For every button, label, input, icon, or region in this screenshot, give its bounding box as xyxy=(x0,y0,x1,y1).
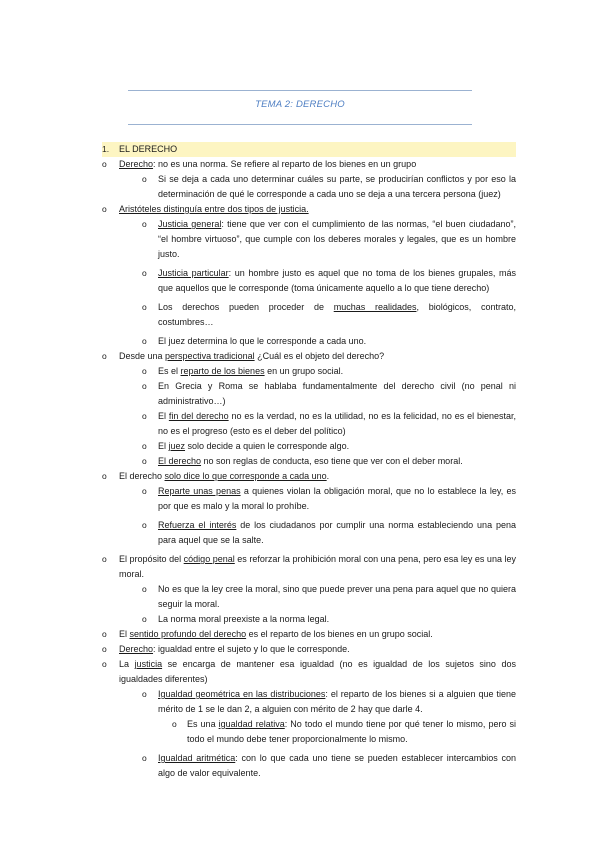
bullet: o xyxy=(142,753,147,763)
item-text: Los derechos pueden proceder de xyxy=(158,302,334,312)
heading-text: EL DERECHO xyxy=(119,144,178,154)
item-text: : tiene que ver con el cumplimiento de las normas, “el buen ciudadano”, “el hombre virtuoso”, que cumple con los deberes morales y legales, que es un hombre justo. xyxy=(158,219,516,259)
document-body xyxy=(102,142,516,781)
underlined-term: Igualdad geométrica en las distribuciones xyxy=(158,689,326,699)
bullet: o xyxy=(142,219,147,229)
list-item xyxy=(102,364,516,379)
item-text: El xyxy=(119,629,130,639)
list-item xyxy=(102,518,516,548)
bullet: o xyxy=(142,268,147,278)
list-item xyxy=(102,266,516,296)
underlined-term: Justicia general xyxy=(158,219,222,229)
item-text: , biológicos, contrato, costumbres… xyxy=(158,302,516,327)
title-bottom-rule xyxy=(128,124,472,125)
item-text: solo decide a quien le corresponde algo. xyxy=(185,441,350,451)
list-item xyxy=(102,454,516,469)
underlined-term: igualdad relativa xyxy=(218,719,285,729)
section-heading xyxy=(102,142,516,157)
list-item xyxy=(102,202,516,217)
item-text: no son reglas de conducta, eso tiene que ver con el deber moral. xyxy=(201,456,463,466)
heading-number: 1. xyxy=(102,144,110,154)
bullet: o xyxy=(142,174,147,184)
item-text: El xyxy=(158,411,169,421)
item-text: Es el xyxy=(158,366,181,376)
bullet: o xyxy=(142,520,147,530)
underlined-term: solo dice lo que corresponde a cada uno xyxy=(164,471,327,481)
list-item xyxy=(102,157,516,172)
underlined-term: justicia xyxy=(134,659,163,669)
list-item xyxy=(102,349,516,364)
item-text: : un hombre justo es aquel que no toma de los bienes grupales, más que aquellos que le corresponde (toma únicamente aquello a lo que tiene derecho) xyxy=(158,268,516,293)
item-text: La norma moral preexiste a la norma legal. xyxy=(158,614,330,624)
item-text: a quienes violan la obligación moral, que no lo establece la ley, es por que es malo y la moral lo prohíbe. xyxy=(158,486,517,511)
list-item xyxy=(102,751,516,781)
item-text: es el reparto de los bienes en un grupo social. xyxy=(246,629,433,639)
list-item xyxy=(102,172,516,202)
bullet: o xyxy=(102,204,107,214)
item-text: en un grupo social. xyxy=(264,366,344,376)
bullet: o xyxy=(142,689,147,699)
list-item xyxy=(102,627,516,642)
item-text: : no es una norma. Se refiere al reparto de los bienes en un grupo xyxy=(153,159,417,169)
underlined-term: Aristóteles distinguía entre dos tipos de justicia. xyxy=(119,204,309,214)
bullet: o xyxy=(102,351,107,361)
item-text: En Grecia y Roma se hablaba fundamentalmente del derecho civil (no penal ni administrativo…) xyxy=(158,381,516,406)
list-item xyxy=(102,657,516,687)
bullet: o xyxy=(142,441,147,451)
list-item xyxy=(102,379,516,409)
underlined-term: juez xyxy=(168,441,186,451)
list-item xyxy=(102,217,516,262)
bullet: o xyxy=(172,719,177,729)
underlined-term: reparto de los bienes xyxy=(180,366,265,376)
item-text: de los ciudadanos por cumplir una norma estableciendo una pena para aquel que se la salte. xyxy=(158,520,516,545)
underlined-term: Justicia particular xyxy=(158,268,229,278)
list-item xyxy=(102,612,516,627)
bullet: o xyxy=(142,614,147,624)
list-item xyxy=(102,469,516,484)
list-item xyxy=(102,484,516,514)
underlined-term: Derecho xyxy=(119,644,154,654)
item-text: ¿Cuál es el objeto del derecho? xyxy=(254,351,385,361)
bullet: o xyxy=(102,471,107,481)
item-text: se encarga de mantener esa igualdad (no es igualdad de los sujetos sino dos igualdades diferentes) xyxy=(119,659,516,684)
list-item xyxy=(102,687,516,717)
list-item xyxy=(102,717,516,747)
underlined-term: código penal xyxy=(183,554,235,564)
list-item xyxy=(102,334,516,349)
item-text: El xyxy=(158,441,169,451)
list-item xyxy=(102,552,516,582)
item-text: : el reparto de los bienes si a alguien que tiene mérito de 1 se le dan 2, a alguien con mérito de 2 hay que darle 4. xyxy=(158,689,516,714)
bullet: o xyxy=(142,366,147,376)
item-text: El derecho xyxy=(119,471,165,481)
item-text: Desde una xyxy=(119,351,166,361)
item-text: Es una xyxy=(187,719,219,729)
bullet: o xyxy=(142,302,147,312)
underlined-term: Reparte unas penas xyxy=(158,486,241,496)
underlined-term: Refuerza el interés xyxy=(158,520,237,530)
bullet: o xyxy=(142,381,147,391)
bullet: o xyxy=(102,644,107,654)
list-item xyxy=(102,582,516,612)
item-text: es reforzar la prohibición moral con una pena, pero esa ley es una ley moral. xyxy=(119,554,516,579)
title-top-rule xyxy=(128,90,472,91)
underlined-term: fin del derecho xyxy=(168,411,229,421)
list-item xyxy=(102,409,516,439)
underlined-term: El derecho xyxy=(158,456,202,466)
item-text: La xyxy=(119,659,135,669)
bullet: o xyxy=(102,554,107,564)
item-text: no es la verdad, no es la utilidad, no es la felicidad, no es el bienestar, no es el progreso (esto es el deber del político) xyxy=(158,411,516,436)
bullet: o xyxy=(102,659,107,669)
bullet: o xyxy=(142,336,147,346)
underlined-term: Derecho xyxy=(119,159,154,169)
list-item xyxy=(102,642,516,657)
item-text: El propósito del xyxy=(119,554,184,564)
bullet: o xyxy=(142,486,147,496)
document-title: TEMA 2: DERECHO xyxy=(255,99,345,110)
item-text: : igualdad entre el sujeto y lo que le corresponde. xyxy=(153,644,350,654)
list-item xyxy=(102,300,516,330)
bullet: o xyxy=(142,584,147,594)
underlined-term: Igualdad aritmética xyxy=(158,753,236,763)
item-text: : con lo que cada uno tiene se pueden establecer intercambios con algo de valor equivalente. xyxy=(158,753,516,778)
bullet: o xyxy=(142,411,147,421)
item-text: . xyxy=(326,471,330,481)
bullet: o xyxy=(102,629,107,639)
underlined-term: muchas realidades xyxy=(333,302,417,312)
underlined-term: sentido profundo del derecho xyxy=(129,629,247,639)
item-text: Si se deja a cada uno determinar cuáles su parte, se producirían conflictos y por eso la determinación de qué le corresponde a cada uno se deja a una tercera persona (juez) xyxy=(158,174,516,199)
item-text: El juez determina lo que le corresponde a cada uno. xyxy=(158,336,367,346)
bullet: o xyxy=(142,456,147,466)
bullet: o xyxy=(102,159,107,169)
item-text: : No todo el mundo tiene por qué tener lo mismo, pero si todo el mundo debe tener proporcionalmente lo mismo. xyxy=(187,719,517,744)
list-item xyxy=(102,439,516,454)
underlined-term: perspectiva tradicional xyxy=(165,351,255,361)
item-text: No es que la ley cree la moral, sino que puede prever una pena para aquel que no quiera seguir la moral. xyxy=(158,584,516,609)
